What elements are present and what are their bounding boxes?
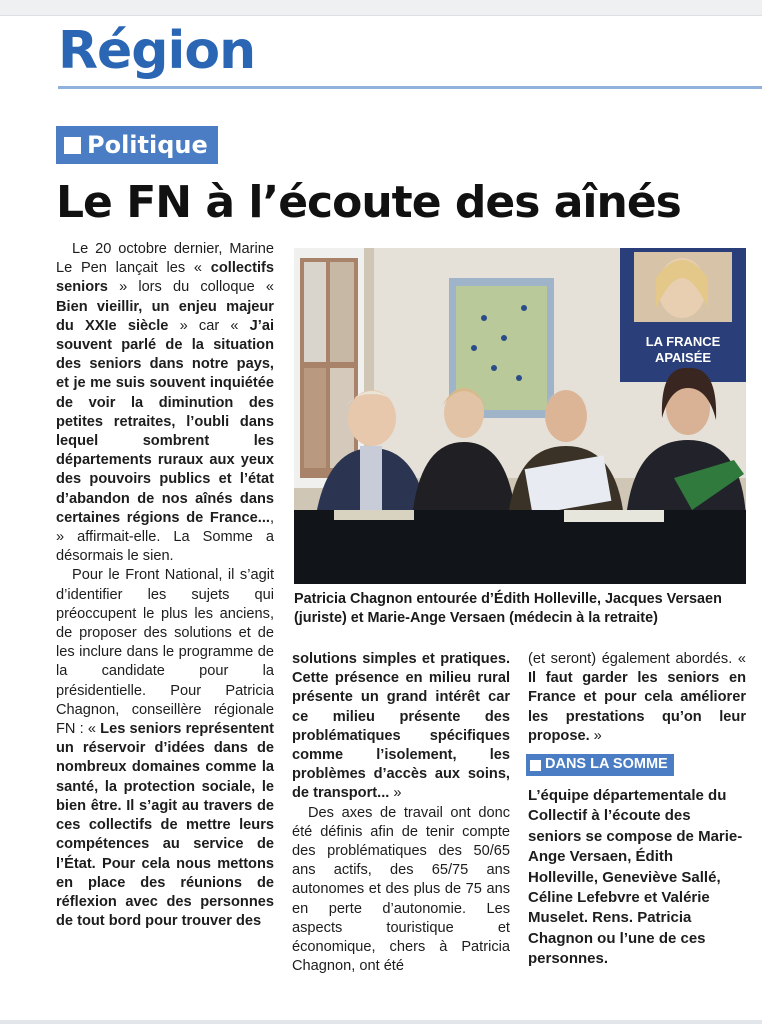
page-bottom-bar — [0, 1020, 762, 1024]
poster-line-1: LA FRANCE — [645, 334, 721, 349]
photo-caption: Patricia Chagnon entourée d’Édith Holleville, Jacques Versaen (juriste) et Marie-Ange Versaen (médecin à la retraite) — [294, 591, 722, 626]
poster-line-2: APAISÉE — [654, 350, 712, 365]
subhead-dans-la-somme: DANS LA SOMME — [526, 754, 674, 776]
article-column-2 — [292, 650, 510, 976]
square-bullet-icon — [64, 137, 81, 154]
paragraph-topics: (et seront) également abordés. « Il faut garder les seniors en France et pour cela améliorer les prestations qu’on leur propose. » — [528, 651, 746, 744]
rubric-label: Politique — [87, 131, 208, 159]
section-title: Région — [58, 21, 256, 81]
paragraph-front-national: Pour le Front National, il s’agit d’identifier les sujets qui préoccupent le plus les anciens, de proposer des solutions et de les inclure dans le programme de la candidate pour la présidentielle. Pour Patricia Chagnon, conseillère régionale FN : « Les seniors représentent un réservoir d’idées dans de nombreux domaines comme la santé, la protection sociale, le bien être. Il s’agit au travers de ces collectifs de mettre leurs compétences au service de l’État. Pour cela nous mettons en place des réunions de réflexion avec des personnes de tout bord pour trouver des — [56, 567, 274, 930]
article-column-1 — [56, 240, 274, 931]
square-bullet-icon — [530, 760, 541, 771]
article-headline: Le FN à l’écoute des aînés — [56, 177, 681, 228]
rubric-tag — [56, 126, 218, 164]
page-top-bar — [0, 0, 762, 16]
article-column-3 — [528, 650, 746, 970]
meeting-photo-illustration — [294, 248, 746, 584]
paragraph-quote-continued: solutions simples et pratiques. Cette présence en milieu rural présente un grand intérêt car ce milieu présente des problématiques spécifiques comme l’isolement, les problèmes d’accès aux soins, de transport... » — [292, 651, 510, 802]
paragraph-team: L’équipe départementale du Collectif à l’écoute des seniors se compose de Marie-Ange Versaen, Édith Holleville, Geneviève Sallé, Céline Lefebvre et Valérie Muselet. Rens. Patricia Chagnon ou l’une de ces personnes. — [528, 787, 743, 968]
article-photo — [294, 248, 746, 584]
section-rule — [58, 86, 762, 89]
paragraph-work-axes: Des axes de travail ont donc été définis afin de tenir compte des problématiques des 50/65 ans actifs, des 65/75 ans autonomes et des plus de 75 ans en perte d’autonomie. Les aspects touristique et économique, chers à Patricia Chagnon, ont été — [292, 804, 510, 975]
paragraph-intro: Le 20 octobre dernier, Marine Le Pen lançait les « collectifs seniors » lors du colloque « Bien vieillir, un enjeu majeur du XXIe siècle » car « J’ai souvent parlé de la situation des seniors dans notre pays, et je me suis souvent inquiétée de voir la diminution des petites retraites, l’oubli dans lequel sombrent les départements ruraux aux yeux des pouvoirs publics et l’état d’abandon de nos aînés dans certaines régions de France..., » affirmait-elle. La Somme a désormais le sien. — [56, 241, 275, 565]
